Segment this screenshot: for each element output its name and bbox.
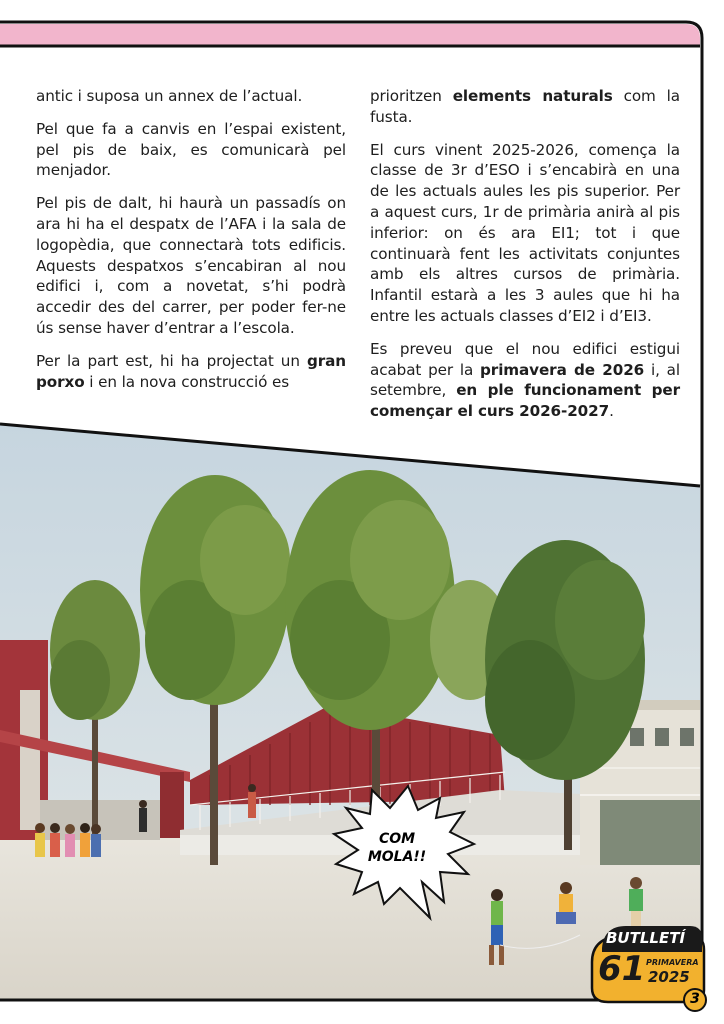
school-building-render bbox=[0, 420, 700, 1000]
badge-year: 2025 bbox=[648, 968, 690, 986]
text-run: Es preveu que el nou edifici estigui acabat per la bbox=[370, 339, 680, 379]
text-run: i, al setembre, bbox=[370, 360, 680, 400]
text-run: i en la nova construcció es bbox=[84, 372, 290, 391]
paragraph: Pel pis de dalt, hi haurà un passadís on ara hi ha el despatx de l’AFA i la sala de logopèdia, que connectarà tots edificis. Aquests despatxos s’encabiran al nou edifici i, com a novetat, s’hi podrà accedir des del carrer, per poder fer-ne ús sense haver d’entrar a l’escola. bbox=[36, 194, 346, 337]
badge-title: BUTLLETÍ bbox=[606, 929, 686, 947]
speech-bubble-text bbox=[362, 830, 432, 866]
paragraph bbox=[36, 351, 346, 393]
header-band bbox=[0, 24, 700, 46]
paragraph: El curs vinent 2025-2026, comença la classe de 3r d’ESO i s’encabirà en una de les actuals aules les pis superior. Per a aquest curs, 1r de primària anirà al pis inferior: on és ara EI1; tot i que continuarà fent les activitats conjuntes amb els altres cursos de primària. Infantil estarà a les 3 aules que hi ha entre les actuals classes d’EI2 i d’EI3. bbox=[370, 140, 680, 325]
bold-run: elements naturals bbox=[452, 87, 613, 105]
text-run: com la fusta. bbox=[370, 87, 681, 126]
text-run: Per la part est, hi ha projectat un bbox=[36, 351, 307, 370]
badge-season: PRIMAVERA bbox=[646, 958, 699, 967]
bold-run: en ple funcionament per començar el curs 2026-2027 bbox=[370, 381, 680, 421]
text-column-left bbox=[36, 86, 346, 404]
page-number: 3 bbox=[690, 991, 700, 1007]
paragraph: Pel que fa a canvis en l’espai existent, pel pis de baix, es comunicarà pel menjador. bbox=[36, 119, 346, 180]
paragraph: antic i suposa un annex de l’actual. bbox=[36, 87, 303, 105]
bubble-line: MOLA!! bbox=[367, 849, 427, 865]
text-run: prioritzen bbox=[370, 87, 453, 105]
badge-issue-number: 61 bbox=[598, 949, 646, 989]
bubble-line: COM bbox=[378, 831, 416, 847]
paragraph bbox=[370, 339, 680, 422]
paragraph bbox=[370, 86, 680, 128]
bold-run: gran porxo bbox=[36, 351, 346, 391]
bold-run: primavera de 2026 bbox=[480, 360, 645, 379]
text-run: . bbox=[609, 402, 614, 421]
text-column-right bbox=[370, 86, 680, 434]
